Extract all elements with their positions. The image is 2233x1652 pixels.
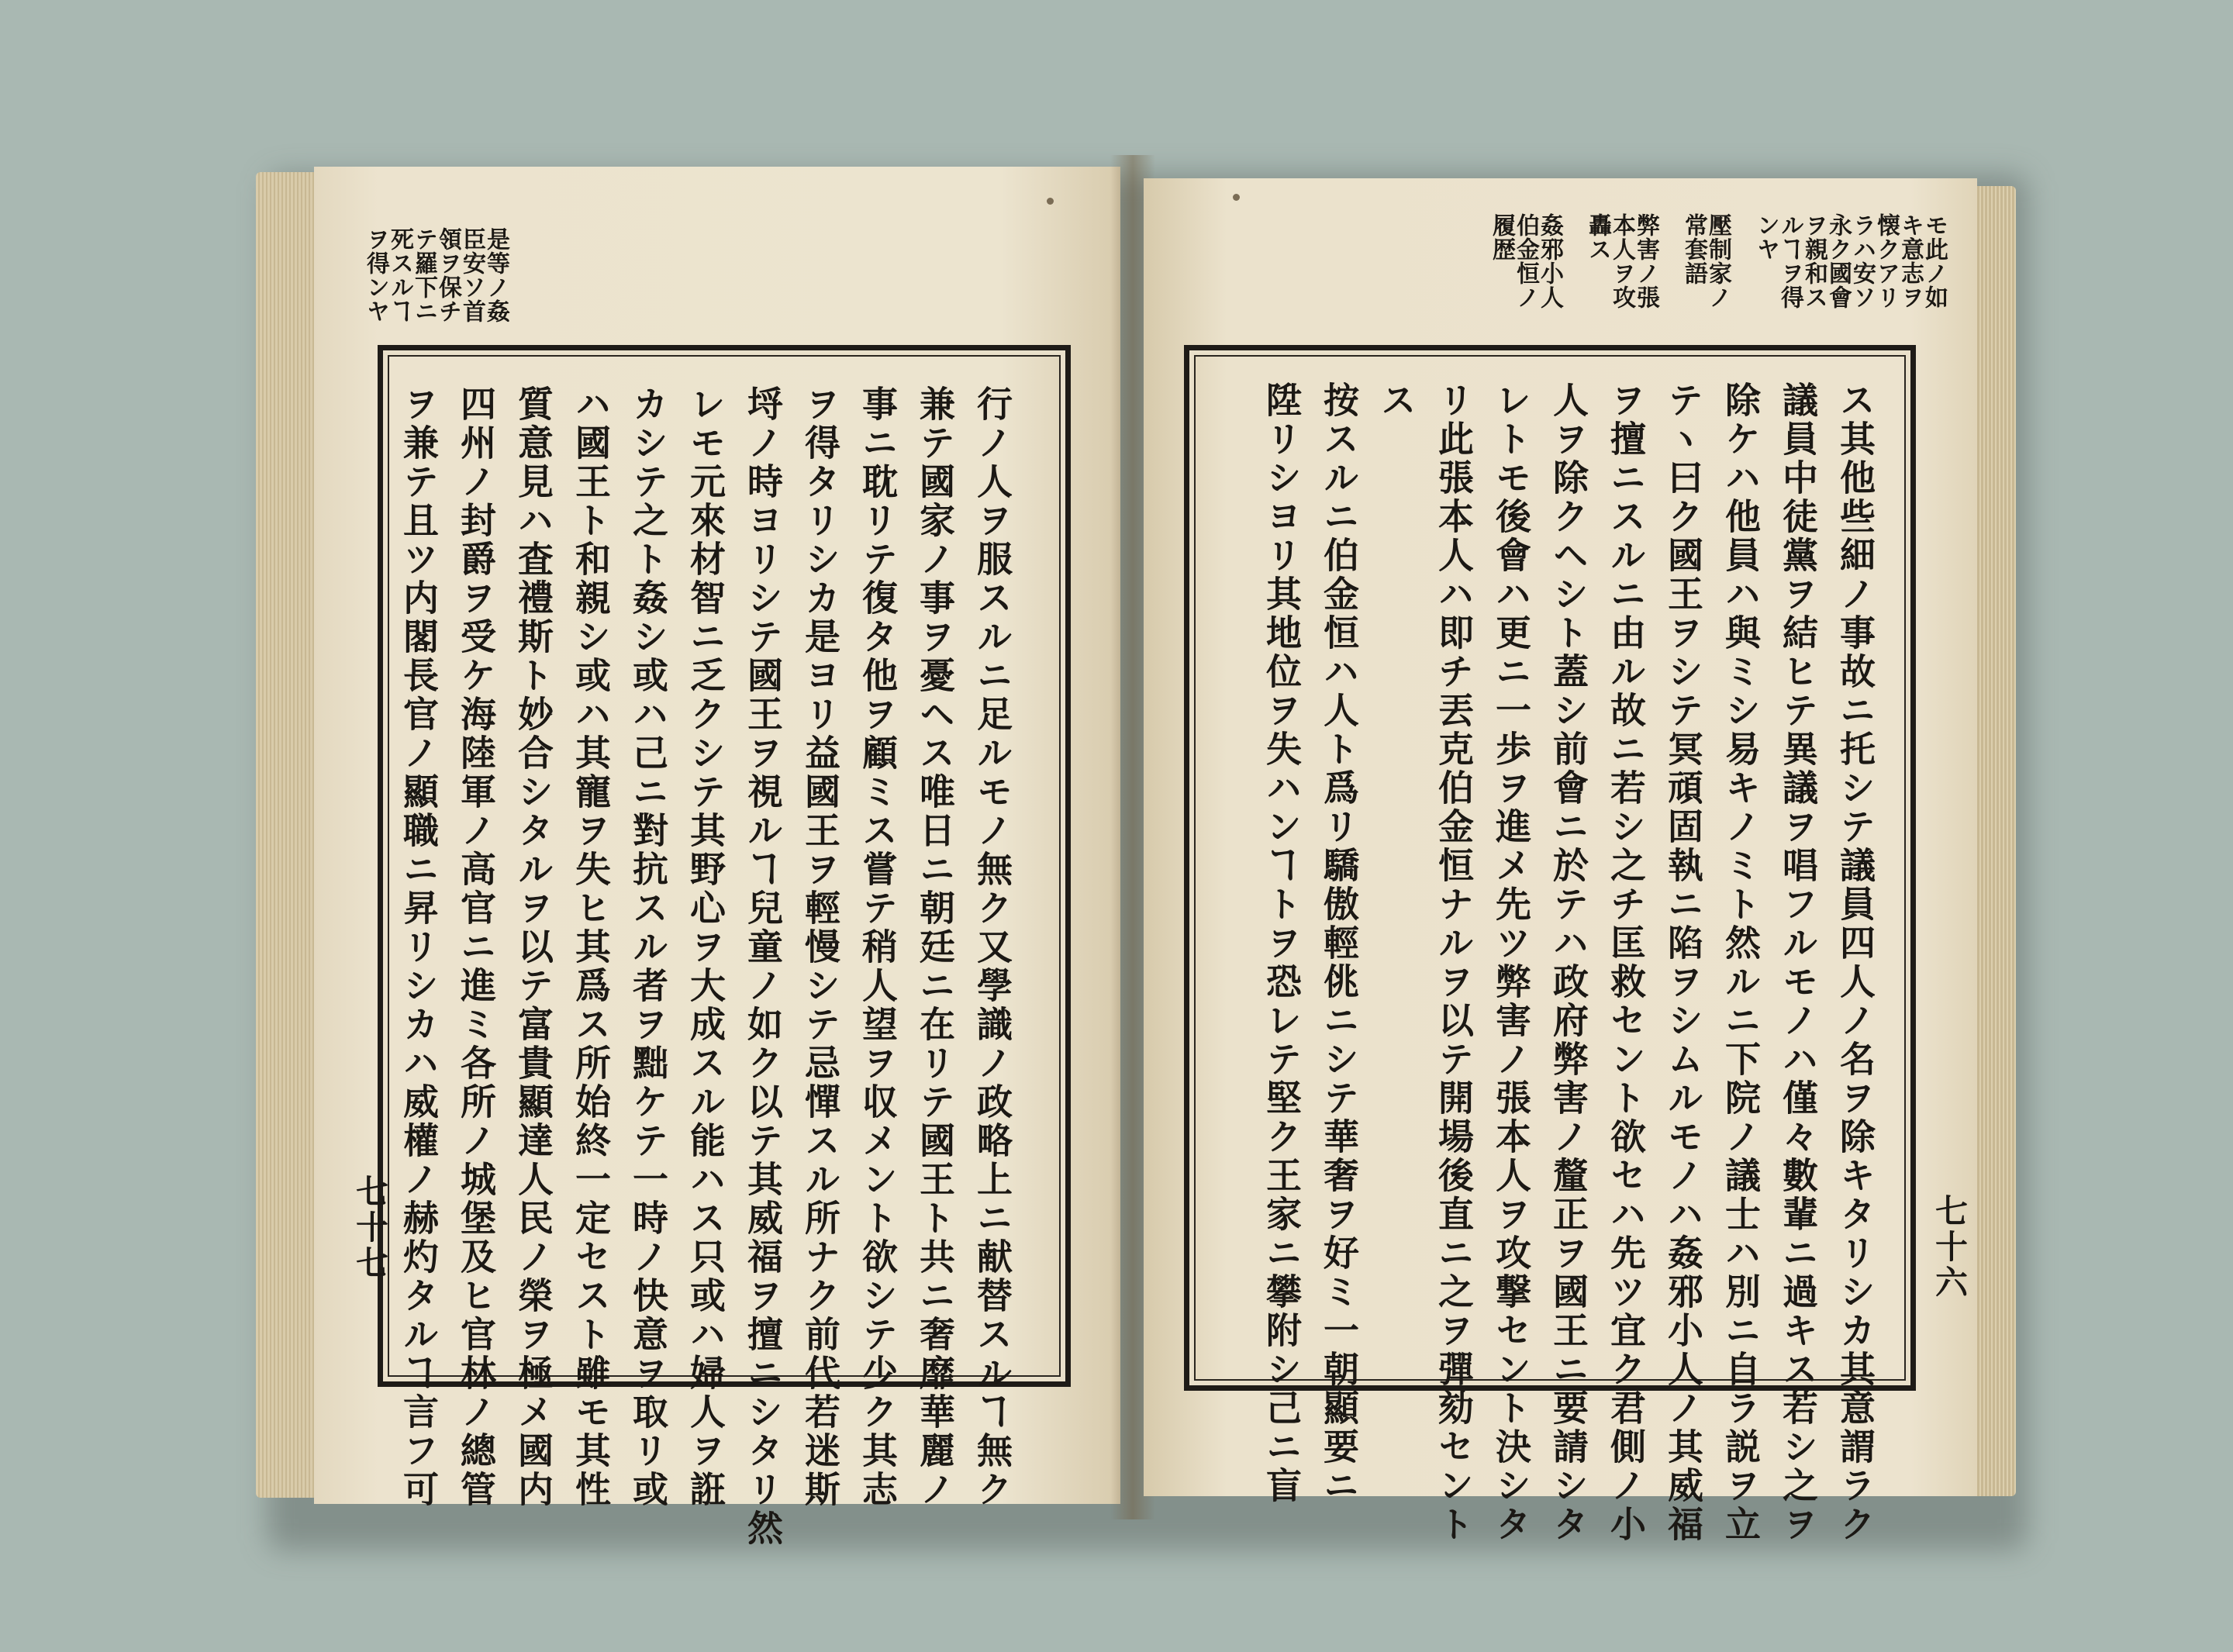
left-page xyxy=(314,167,1120,1548)
right-body-text: ス其他些細ノ事故ニ托シテ議員四人ノ名ヲ除キタリシカ其意謂ラク 議員中徒黨ヲ結ヒテ異議ヲ唱フルモノハ僅々數輩ニ過キス若シ之ヲ 除ケハ他員ハ與ミシ易キノミト然ルニ下院ノ議士ハ別ニ自ラ説ヲ立 テヽ曰ク國王ヲシテ冥頑固執ニ陷ヲシムルモノハ姦邪小人ノ其威福 ヲ擅ニスルニ由ル故ニ若シ之チ匡救セント欲セハ先ツ宜ク君側ノ小 人ヲ除クヘシト蓋シ前會ニ於テハ政府弊害ノ釐正ヲ國王ニ要請シタ レトモ後會ハ更ニ一歩ヲ進メ先ツ弊害ノ張本人ヲ攻撃セント決シタ リ此張本人ハ即チ丟克伯金恒ナルヲ以テ開場後直ニ之ヲ彈劾セント ス 按スルニ伯金恒ハ人ト爲リ驕傲輕佻ニシテ華奢ヲ好ミ一朝顯要ニ 陞リシヨリ其地位ヲ失ハンヿトヲ恐レテ堅ク王家ニ攀附シ己ニ盲 xyxy=(1261,381,1876,1544)
right-folio: 七十六 xyxy=(1931,1194,1969,1301)
right-page xyxy=(1144,178,1977,1544)
ink-speck xyxy=(1047,198,1054,205)
left-folio: 七十七 xyxy=(351,1174,389,1281)
left-page-stack xyxy=(256,172,318,1498)
ink-speck xyxy=(1233,194,1240,201)
left-headnote: 是等ノ姦 臣安ソ首 領ヲ保チ テ羅下ニ 死スルヿ ヲ得ンヤ xyxy=(362,227,509,323)
left-body-text: 行ノ人ヲ服スルニ足ルモノ無ク又學識ノ政略上ニ献替スルヿ無ク 兼テ國家ノ事ヲ憂ヘス唯日ニ朝廷ニ在リテ國王ト共ニ奢靡華麗ノ 事ニ耽リテ復タ他ヲ顧ミス嘗テ稍人望ヲ収メント欲シテ少ク其志 ヲ得タリシカ是ヨリ益國王ヲ輕慢シテ忌憚スル所ナク前代若迷斯 埒ノ時ヨリシテ國王ヲ視ルヿ兒童ノ如ク以テ其威福ヲ擅ニシタリ然 レモ元來材智ニ乏クシテ其野心ヲ大成スル能ハス只或ハ婦人ヲ誑 カシテ之ト姦シ或ハ己ニ對抗スル者ヲ黜ケテ一時ノ快意ヲ取リ或 ハ國王ト和親シ或ハ其寵ヲ失ヒ其爲ス所始終一定セスト雖モ其性 質意見ハ査禮斯ト妙合シタルヲ以テ富貴顯達人民ノ榮ヲ極メ國内 四州ノ封爵ヲ受ケ海陸軍ノ高官ニ進ミ各所ノ城堡及ヒ官林ノ總管 ヲ兼テ且ツ内閣長官ノ顯職ニ昇リシカハ威權ノ赫灼タルヿ言フ可 xyxy=(398,385,1013,1548)
right-headnote: モ此ノ如 キ意志ヲ 懐クアリ ラハ安ソ 永ク國會 ヲ親和ス ルヿヲ得 ンヤ 壓制家ノ 常套語 弊害ノ張 本人ヲ攻 轟ス 姦邪小人 伯金恒ノ 履歴 xyxy=(1488,213,1948,309)
